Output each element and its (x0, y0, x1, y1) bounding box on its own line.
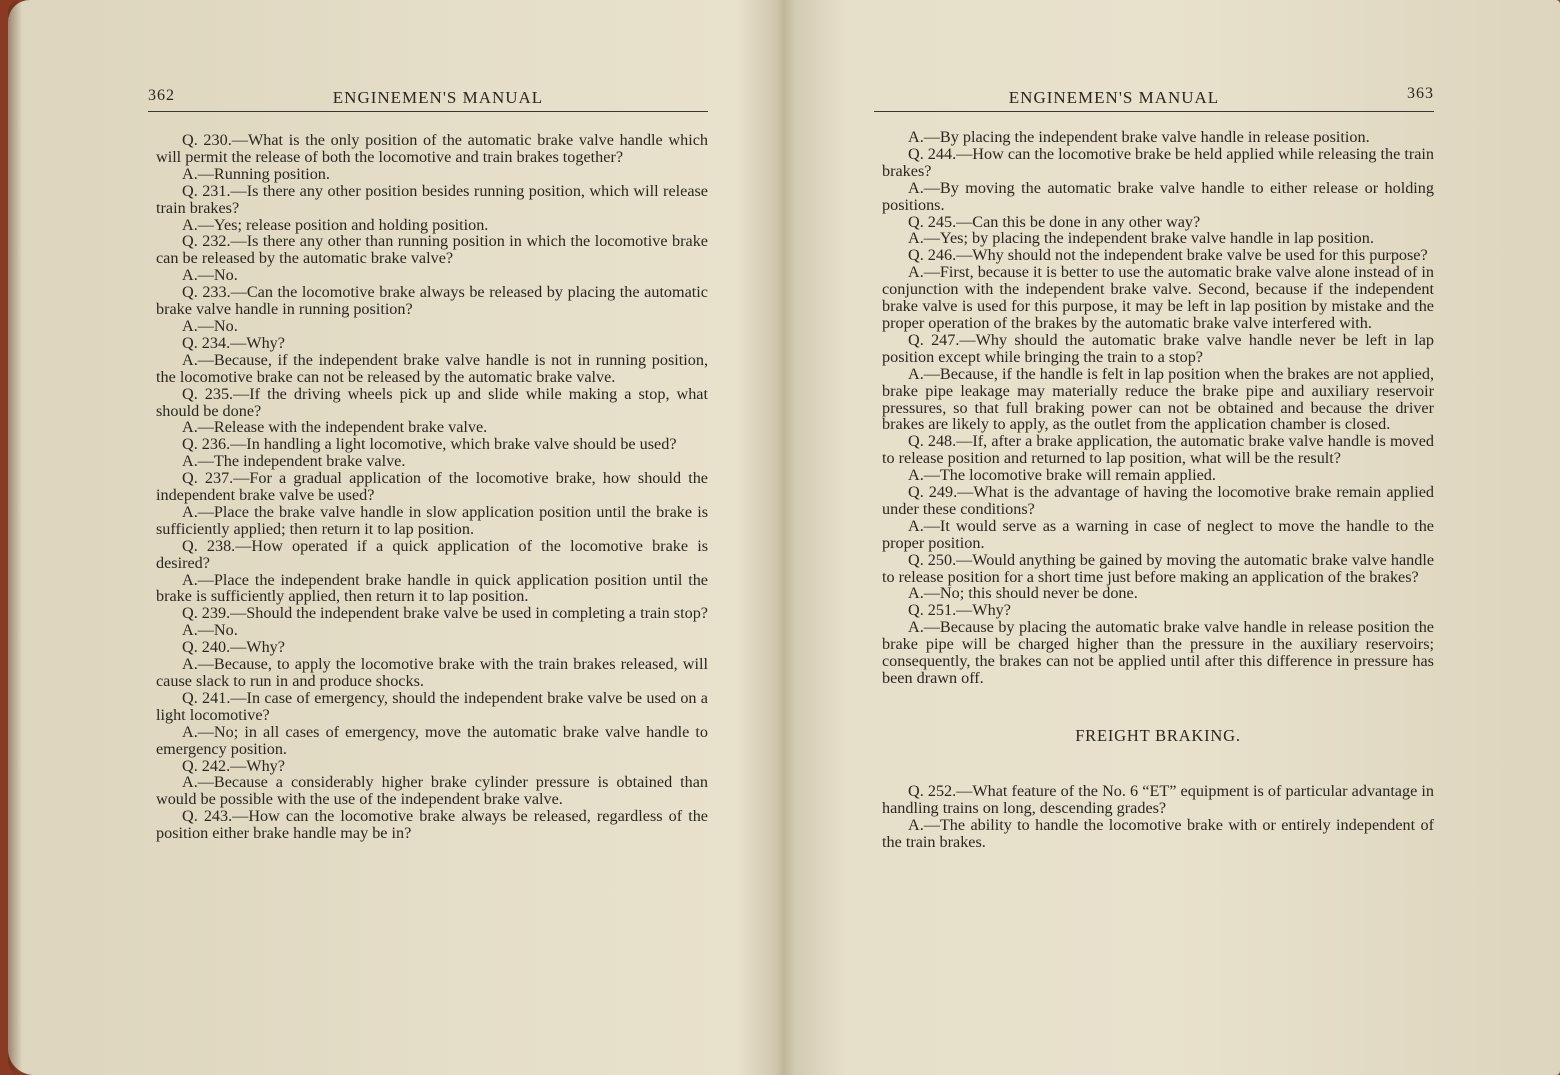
paragraph: Q. 234.—Why? (182, 333, 285, 352)
paragraph: A.—No; this should never be done. (908, 584, 1138, 603)
right-running-title: ENGINEMEN'S MANUAL (1008, 88, 1220, 107)
paragraph: Q. 246.—Why should not the independent brake valve be used for this purpose? (908, 246, 1428, 265)
paragraph: A.—The ability to handle the locomotive brake with or entirely independent of the train brakes. (882, 815, 1434, 851)
paragraph: Q. 244.—How can the locomotive brake be held applied while releasing the train brakes? (882, 144, 1434, 180)
paragraph: Q. 252.—What feature of the No. 6 “ET” equipment is of particular advantage in handling trains on long, descending grades? (882, 781, 1434, 817)
paragraph: Q. 233.—Can the locomotive brake always be released by placing the automatic brake valve handle in running position? (156, 283, 708, 319)
paragraph: A.—Because a considerably higher brake cylinder pressure is obtained than would be possible with the use of the independent brake valve. (156, 773, 708, 809)
section-heading: FREIGHT BRAKING. (1075, 725, 1241, 745)
left-page-number: 362 (148, 87, 175, 104)
paragraph: A.—It would serve as a warning in case of neglect to move the handle to the proper position. (882, 516, 1434, 552)
left-page (148, 0, 708, 1075)
right-page-number: 363 (1407, 85, 1434, 102)
paragraph: Q. 236.—In handling a light locomotive, which brake valve should be used? (182, 435, 677, 454)
right-page (874, 0, 1434, 1075)
paragraph: Q. 247.—Why should the automatic brake valve handle never be left in lap position except while bringing the train to a stop? (882, 330, 1434, 366)
paragraph: Q. 232.—Is there any other than running position in which the locomotive brake can be released by the automatic brake valve? (156, 232, 708, 268)
paragraph: Q. 249.—What is the advantage of having the locomotive brake remain applied under these conditions? (882, 483, 1434, 518)
paragraph: A.—Place the brake valve handle in slow application position until the brake is sufficiently applied; then return it to lap position. (156, 502, 708, 538)
paragraph: A.—By moving the automatic brake valve handle to either release or holding positions. (882, 178, 1434, 214)
paragraph: A.—By placing the independent brake valve handle in release position. (908, 128, 1370, 146)
paragraph: A.—No. (182, 621, 238, 640)
paragraph: A.—The locomotive brake will remain applied. (908, 466, 1216, 485)
paragraph: A.—Running position. (182, 164, 330, 183)
paragraph: A.—No; in all cases of emergency, move the automatic brake valve handle to emergency position. (156, 722, 708, 758)
left-page-body (156, 132, 708, 842)
paragraph: A.—Because, to apply the locomotive brake with the train brakes released, will cause slack to run in and produce shocks. (156, 655, 708, 690)
paragraph: A.—Because, if the independent brake valve handle is not in running position, the locomotive brake can not be released by the automatic brake valve. (156, 350, 708, 386)
left-running-title: ENGINEMEN'S MANUAL (332, 88, 544, 107)
paragraph: Q. 240.—Why? (182, 638, 285, 657)
paragraph: Q. 245.—Can this be done in any other way? (908, 212, 1201, 231)
paragraph: Q. 235.—If the driving wheels pick up and slide while making a stop, what should be done? (156, 384, 708, 420)
paragraph: Q. 250.—Would anything be gained by moving the automatic brake valve handle to release position for a short time just before making an application of the brakes? (882, 550, 1435, 586)
paragraph: A.—First, because it is better to use the automatic brake valve alone instead of in conjunction with the independent brake valve. Second, because if the independent brake valve is used for this purpose, it may be left in lap position by mistake and the proper operation of the brakes by the automatic brake valve interfered with. (882, 263, 1434, 332)
paragraph: Q. 242.—Why? (182, 756, 285, 775)
paragraph: Q. 248.—If, after a brake application, the automatic brake valve handle is moved to release position and returned to lap position, what will be the result? (882, 432, 1434, 468)
paragraph: A.—Because by placing the automatic brake valve handle in release position the brake pipe will be charged higher than the pressure in the auxiliary reservoirs; consequently, the brakes can not be applied until after this difference in pressure has been drawn off. (882, 618, 1434, 687)
paragraph: A.—Release with the independent brake valve. (182, 418, 488, 437)
paragraph: Q. 251.—Why? (908, 601, 1011, 620)
paragraph: Q. 231.—Is there any other position besides running position, which will release train brakes? (156, 181, 708, 217)
paragraph: A.—Because, if the handle is felt in lap position when the brakes are not applied, brake pipe leakage may materially reduce the brake pipe and auxiliary reservoir pressures, so that full braking power can not be obtained and because the driver brakes are likely to apply, as the outlet from the application chamber is closed. (882, 364, 1434, 434)
right-page-header (874, 85, 1434, 112)
paragraph: Q. 241.—In case of emergency, should the independent brake valve be used on a light locomotive? (156, 688, 708, 724)
paragraph: Q. 243.—How can the locomotive brake always be released, regardless of the position either brake handle may be in? (156, 807, 708, 843)
paragraph: Q. 237.—For a gradual application of the locomotive brake, how should the independent brake valve be used? (156, 469, 708, 505)
paragraph: Q. 239.—Should the independent brake valve be used in completing a train stop? (182, 604, 708, 623)
paragraph: A.—No. (182, 266, 238, 285)
book-spread (8, 0, 1560, 1075)
paragraph: A.—No. (182, 316, 238, 335)
paragraph: A.—Yes; by placing the independent brake valve handle in lap position. (908, 229, 1374, 248)
cover-edge (8, 0, 22, 1075)
right-page-body (882, 129, 1434, 850)
paragraph: Q. 238.—How operated if a quick application of the locomotive brake is desired? (156, 536, 708, 572)
paragraph: Q. 230.—What is the only position of the automatic brake valve handle which will permit the release of both the locomotive and train brakes together? (156, 131, 708, 166)
left-page-header (148, 85, 708, 112)
paragraph: A.—Yes; release position and holding position. (182, 215, 489, 234)
paragraph: A.—Place the independent brake handle in quick application position until the brake is sufficiently applied, then return it to lap position. (156, 570, 708, 606)
paragraph: A.—The independent brake valve. (182, 452, 406, 471)
